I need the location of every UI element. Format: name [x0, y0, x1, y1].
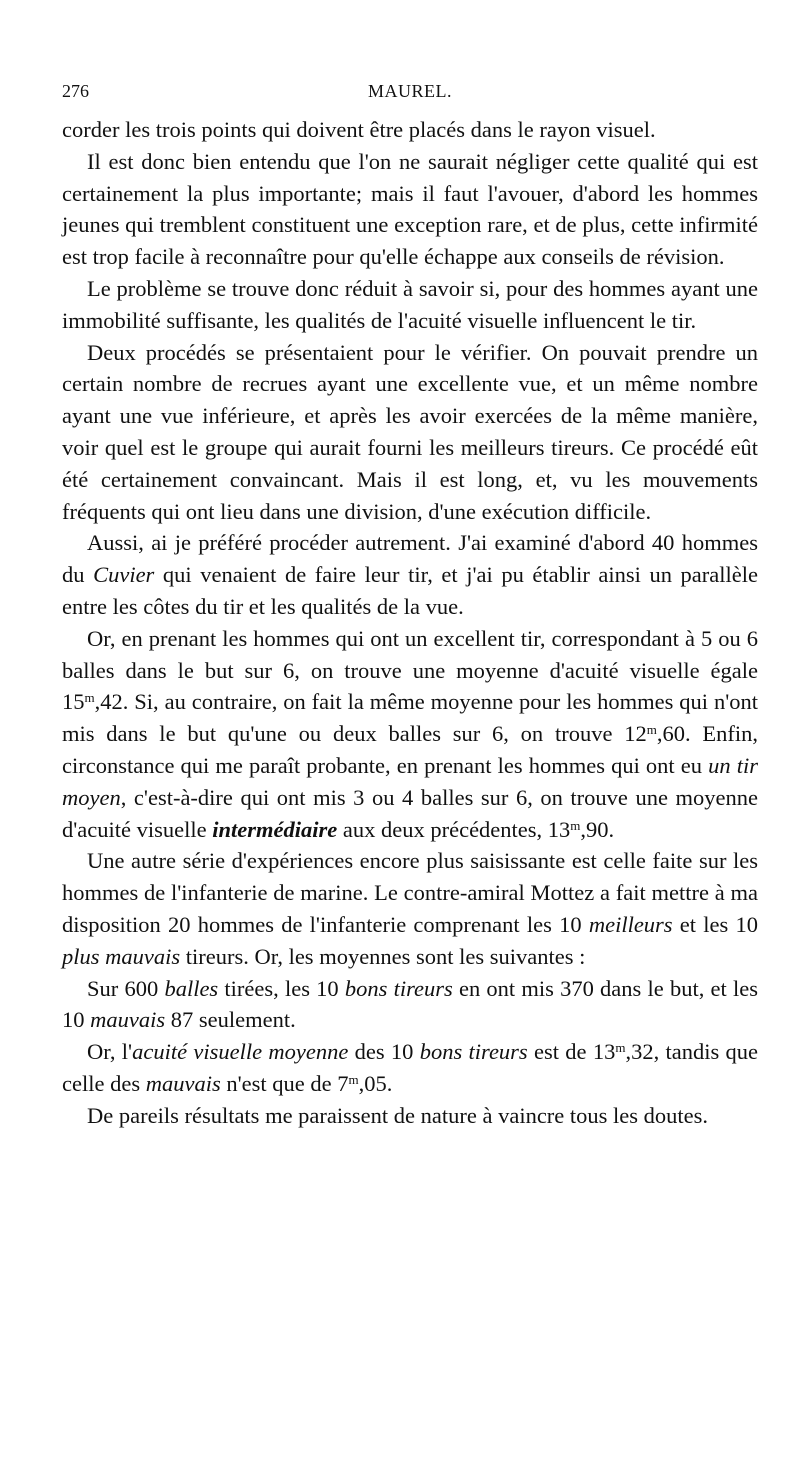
italic-text: acuité visuelle moyenne — [132, 1039, 349, 1065]
paragraph-9 — [62, 1036, 758, 1100]
text-segment: et les 10 — [672, 911, 759, 937]
page-number: 276 — [62, 81, 89, 101]
italic-text: intermédiaire — [212, 816, 338, 842]
text-segment: ,90. — [580, 816, 615, 842]
italic-text: un tir moyen — [62, 752, 759, 810]
text-segment: ,42. Si, au contraire, on fait la même moyenne pour les hommes qui n'ont mis dans le but qu'une ou deux balles sur 6, on trouve 12 — [62, 689, 758, 747]
text-segment: Une autre série d'expériences encore plus saisissante est celle faite sur les hommes de l'infanterie de marine. Le contre-amiral Mottez a fait mettre à ma disposition 20 hommes de l'infanterie comprenant les 10 — [62, 848, 758, 937]
text-segment: en ont mis 370 dans le but, et les 10 — [62, 975, 758, 1033]
text-segment: des 10 — [348, 1039, 420, 1065]
paragraph-8 — [62, 973, 758, 1037]
superscript-unit: m — [615, 1039, 626, 1055]
paragraph-6 — [62, 623, 758, 846]
paragraph-3 — [62, 273, 758, 337]
text-segment: ,05. — [358, 1070, 393, 1096]
italic-text: balles — [164, 975, 219, 1001]
paragraph-7 — [62, 845, 758, 972]
paragraph-1 — [62, 114, 758, 146]
text-segment: Le problème se trouve donc réduit à savoir si, pour des hommes ayant une immobilité suffisante, les qualités de l'acuité visuelle influencent le tir. — [62, 275, 758, 333]
text-segment: ,60. Enfin, circonstance qui me paraît probante, en prenant les hommes qui ont eu — [62, 721, 758, 778]
paragraph-10 — [62, 1100, 758, 1132]
superscript-unit: m — [84, 690, 95, 706]
text-segment: ,32, tandis que celle des — [62, 1039, 759, 1096]
text-segment: tirées, les 10 — [218, 975, 345, 1001]
paragraph-2 — [62, 146, 758, 273]
text-segment: De pareils résultats me paraissent de nature à vaincre tous les doutes. — [87, 1102, 709, 1128]
text-segment: Aussi, ai je préféré procéder autrement. J'ai examiné d'abord 40 hommes du — [62, 530, 758, 588]
italic-text: bons tireurs — [344, 975, 453, 1001]
italic-text: bons tireurs — [419, 1039, 528, 1065]
book-page — [62, 76, 758, 1132]
text-segment: Or, l' — [87, 1039, 133, 1065]
body-text — [62, 114, 758, 1132]
paragraph-4 — [62, 337, 758, 528]
italic-text: plus mauvais — [62, 943, 181, 969]
italic-text: Cuvier — [93, 562, 155, 588]
superscript-unit: m — [348, 1071, 359, 1087]
running-head: MAUREL. — [368, 81, 452, 101]
text-segment: Deux procédés se présentaient pour le vérifier. On pouvait prendre un certain nombre de recrues ayant une excellente vue, et un même nombre ayant une vue inférieure, et après les avoir exercées de la même manière, voir quel est le groupe qui aurait fourni les meilleurs tireurs. Ce procédé eût été certainement convaincant. Mais il est long, et, vu les mouvements fréquents qui ont lieu dans une division, d'une exécution difficile. — [62, 339, 758, 524]
text-segment: , c'est-à-dire qui ont mis 3 ou 4 balles sur 6, on trouve une moyenne d'acuité visuelle — [62, 784, 758, 842]
page-header — [62, 76, 758, 110]
text-segment: est de 13 — [527, 1039, 616, 1065]
text-segment: aux deux précédentes, 13 — [337, 816, 571, 842]
text-segment: qui venaient de faire leur tir, et j'ai pu établir ainsi un parallèle entre les côtes du tir et les qualités de la vue. — [62, 562, 758, 619]
italic-text: mauvais — [90, 1007, 166, 1033]
superscript-unit: m — [570, 817, 581, 833]
superscript-unit: m — [646, 722, 657, 737]
paragraph-5 — [62, 527, 758, 622]
text-segment: Sur 600 — [87, 975, 165, 1001]
text-segment: n'est que de 7 — [220, 1070, 349, 1096]
text-segment: Or, en prenant les hommes qui ont un excellent tir, correspondant à 5 ou 6 balles dans le but sur 6, on trouve une moyenne d'acuité visuelle égale 15 — [62, 625, 758, 715]
italic-text: mauvais — [145, 1070, 221, 1096]
text-segment: 87 seulement. — [165, 1007, 296, 1033]
italic-text: meilleurs — [588, 911, 673, 937]
text-segment: Il est donc bien entendu que l'on ne saurait négliger cette qualité qui est certainement la plus importante; mais il faut l'avouer, d'abord les hommes jeunes qui tremblent constituent une exception rare, et de plus, cette infirmité est trop facile à reconnaître pour qu'elle échappe aux conseils de révision. — [62, 148, 758, 270]
text-segment: corder les trois points qui doivent être placés dans le rayon visuel. — [62, 117, 656, 142]
text-segment: tireurs. Or, les moyennes sont les suivantes : — [180, 943, 586, 969]
